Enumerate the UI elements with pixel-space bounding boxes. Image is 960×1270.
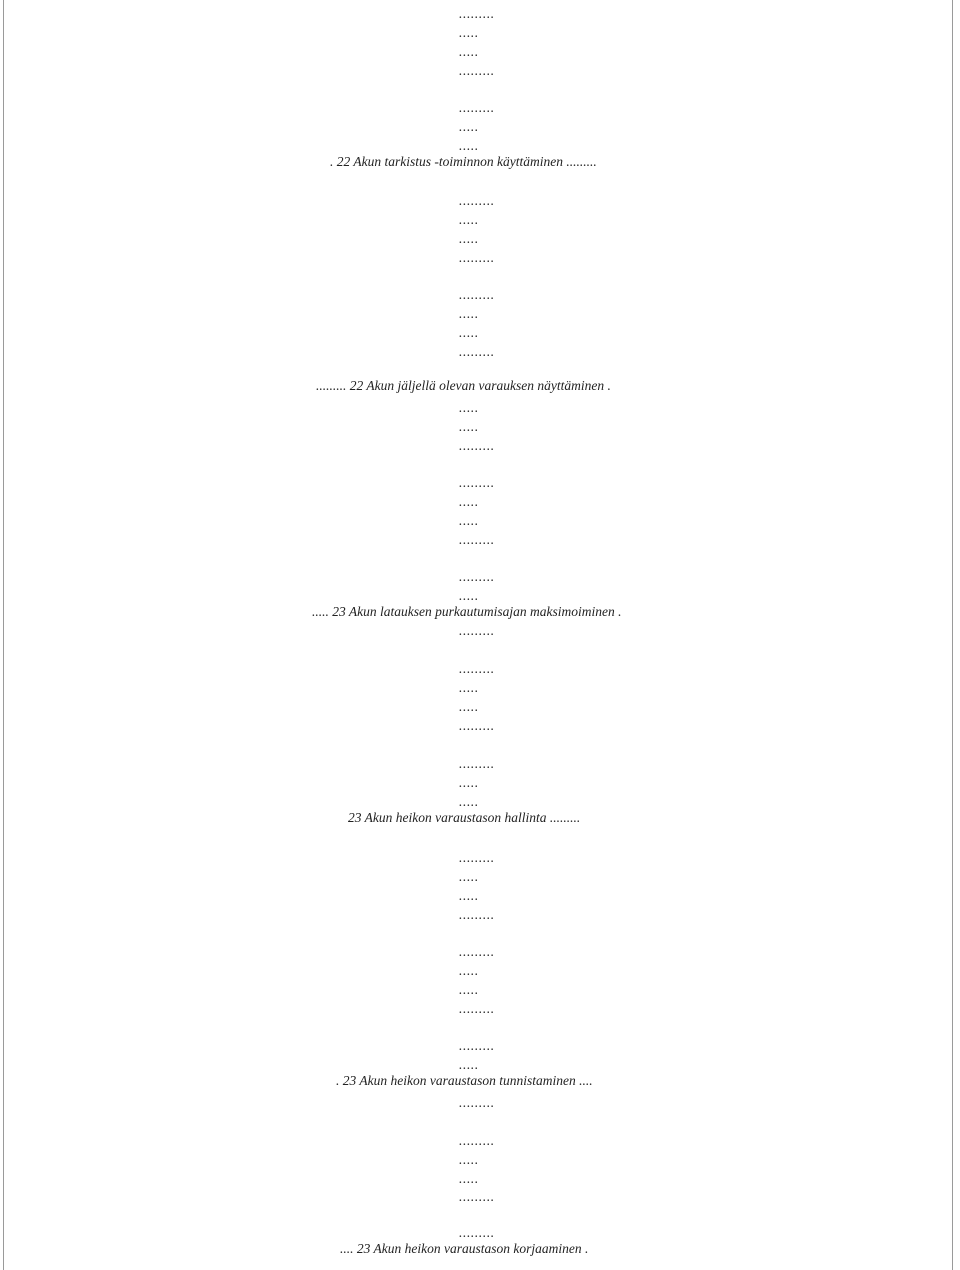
leader-dots: ..... bbox=[459, 1057, 479, 1072]
leader-dots: ......... bbox=[459, 661, 495, 676]
leader-dots: ......... bbox=[459, 1133, 495, 1148]
leader-dots: ......... bbox=[459, 907, 495, 922]
leader-dots: ..... bbox=[459, 231, 479, 246]
leader-dots: ......... bbox=[459, 287, 495, 302]
toc-entry-low-charge-management: 23 Akun heikon varaustason hallinta ......... bbox=[348, 810, 581, 825]
leader-dots: ..... bbox=[459, 1171, 479, 1186]
leader-dots: ......... bbox=[459, 250, 495, 265]
leader-dots: ......... bbox=[459, 193, 495, 208]
leader-dots: ..... bbox=[459, 494, 479, 509]
leader-dots: ..... bbox=[459, 25, 479, 40]
leader-dots: ..... bbox=[459, 138, 479, 153]
leader-dots: ..... bbox=[459, 982, 479, 997]
leader-dots: ......... bbox=[459, 438, 495, 453]
leader-dots: ......... bbox=[459, 475, 495, 490]
leader-dots: ......... bbox=[459, 1038, 495, 1053]
leader-dots: ..... bbox=[459, 794, 479, 809]
leader-dots: ......... bbox=[459, 6, 495, 21]
leader-dots: ..... bbox=[459, 212, 479, 227]
leader-dots: ......... bbox=[459, 532, 495, 547]
leader-dots: ......... bbox=[459, 850, 495, 865]
leader-dots: ..... bbox=[459, 775, 479, 790]
toc-entry-low-charge-fixing: .... 23 Akun heikon varaustason korjaaminen . bbox=[340, 1241, 589, 1256]
leader-dots: ......... bbox=[459, 569, 495, 584]
leader-dots: ..... bbox=[459, 513, 479, 528]
leader-dots: ..... bbox=[459, 1152, 479, 1167]
toc-entry-low-charge-detection: . 23 Akun heikon varaustason tunnistaminen .... bbox=[336, 1073, 593, 1088]
leader-dots: ..... bbox=[459, 888, 479, 903]
leader-dots: ......... bbox=[459, 944, 495, 959]
leader-dots: ......... bbox=[459, 1095, 495, 1110]
leader-dots: ......... bbox=[459, 344, 495, 359]
leader-dots: ..... bbox=[459, 325, 479, 340]
leader-dots: ..... bbox=[459, 119, 479, 134]
leader-dots: ..... bbox=[459, 588, 479, 603]
leader-dots: ......... bbox=[459, 623, 495, 638]
leader-dots: ..... bbox=[459, 306, 479, 321]
leader-dots: ......... bbox=[459, 1225, 495, 1240]
leader-dots: ..... bbox=[459, 419, 479, 434]
toc-entry-maximize-discharge: ..... 23 Akun latauksen purkautumisajan maksimoiminen . bbox=[312, 604, 622, 619]
leader-dots: ..... bbox=[459, 44, 479, 59]
leader-dots: ......... bbox=[459, 100, 495, 115]
leader-dots: ......... bbox=[459, 718, 495, 733]
leader-dots: ..... bbox=[459, 680, 479, 695]
leader-dots: ......... bbox=[459, 756, 495, 771]
leader-dots: ......... bbox=[459, 1001, 495, 1016]
leader-dots: ..... bbox=[459, 699, 479, 714]
leader-dots: ..... bbox=[459, 963, 479, 978]
leader-dots: ......... bbox=[459, 1189, 495, 1204]
leader-dots: ..... bbox=[459, 400, 479, 415]
toc-entry-remaining-charge: ......... 22 Akun jäljellä olevan varauksen näyttäminen . bbox=[316, 378, 611, 393]
toc-entry-battery-check: . 22 Akun tarkistus -toiminnon käyttäminen ......... bbox=[330, 154, 597, 169]
leader-dots: ..... bbox=[459, 869, 479, 884]
leader-dots: ......... bbox=[459, 63, 495, 78]
